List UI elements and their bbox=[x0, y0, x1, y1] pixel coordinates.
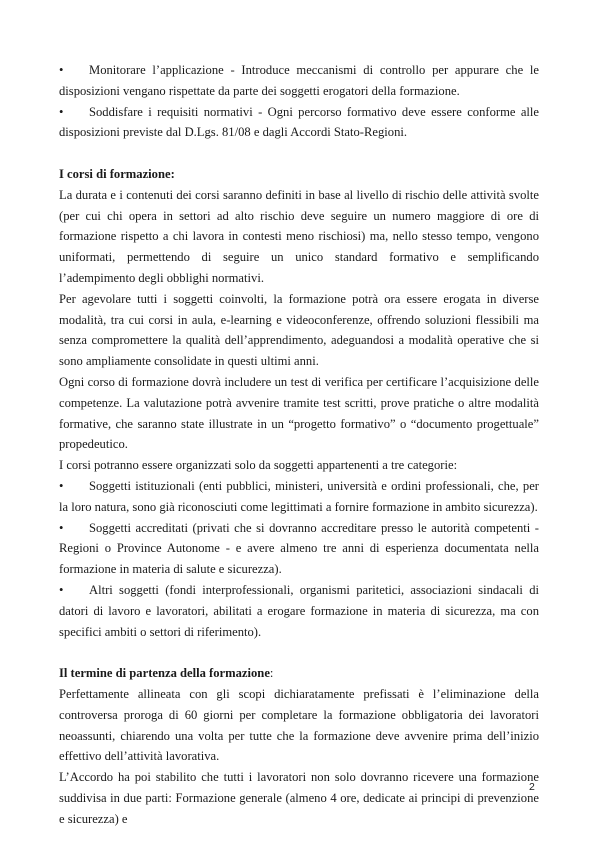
list-item bbox=[59, 476, 539, 518]
paragraph: Per agevolare tutti i soggetti coinvolti, la formazione potrà ora essere erogata in diverse modalità, tra cui corsi in aula, e-learning e videoconferenze, offrendo soluzioni flessibili ma senza compromettere la qualità dell’apprendimento, adeguandosi a modalità operative che si sono ampliamente consolidate in questi ultimi anni. bbox=[59, 291, 539, 369]
section-heading-courses: I corsi di formazione: bbox=[59, 166, 175, 181]
list-item bbox=[59, 102, 539, 144]
list-item bbox=[59, 580, 539, 642]
bullet-marker: • bbox=[59, 520, 64, 535]
section-heading-suffix: : bbox=[269, 666, 274, 681]
section-heading-start bbox=[59, 663, 539, 684]
section-spacer bbox=[59, 143, 539, 164]
list-item-text: Soggetti accreditati (privati che si dovranno accreditare presso le autorità competenti - Regioni o Province Autonome - e avere almeno tre anni di esperienza documentata nella formazione in materia di salute e sicurezza). bbox=[59, 520, 539, 577]
list-item bbox=[59, 60, 539, 102]
list-item bbox=[59, 518, 539, 580]
list-item-text: Altri soggetti (fondi interprofessionali, organismi paritetici, associazioni sindacali di datori di lavoro e lavoratori, abilitati a erogare formazione in materia di sicurezza, ma con specifici ambiti o settori di riferimento). bbox=[59, 582, 539, 639]
list-item-text: Soddisfare i requisiti normativi - Ogni percorso formativo deve essere conforme alle disposizioni previste dal D.Lgs. 81/08 e dagli Accordi Stato-Regioni. bbox=[59, 104, 539, 140]
paragraph: Perfettamente allineata con gli scopi dichiaratamente prefissati è l’eliminazione della controversa proroga di 60 giorni per completare la formazione obbligatoria dei lavoratori neoassunti, chiarendo una volta per tutte che la formazione deve avvenire prima dell’inizio effettivo dell’attività lavorativa. bbox=[59, 686, 539, 764]
list-item-text: Monitorare l’applicazione - Introduce meccanismi di controllo per appurare che le disposizioni vengano rispettate da parte dei soggetti erogatori della formazione. bbox=[59, 63, 539, 98]
paragraph: L’Accordo ha poi stabilito che tutti i lavoratori non solo dovranno ricevere una formazione suddivisa in due parti: Formazione generale (almeno 4 ore, dedicate ai principi di prevenzione e sicurezza) e bbox=[59, 770, 539, 826]
paragraph: La durata e i contenuti dei corsi saranno definiti in base al livello di rischio delle attività svolte (per cui chi opera in settori ad alto rischio deve seguire un numero maggiore di ore di formazione rispetto a chi lavora in contesti meno rischiosi) ma, nello stesso tempo, vengono uniformati, permettendo di seguire un unico standard formativo e semplificando l’adempimento degli obblighi normativi. bbox=[59, 187, 539, 285]
page-number: 2 bbox=[529, 781, 535, 793]
document-page bbox=[59, 60, 539, 829]
paragraph: I corsi potranno essere organizzati solo da soggetti appartenenti a tre categorie: bbox=[59, 458, 458, 473]
bullet-marker: • bbox=[59, 478, 64, 493]
bullet-marker: • bbox=[59, 104, 64, 119]
section-heading-text: Il termine di partenza della formazione bbox=[59, 666, 270, 681]
paragraph: Ogni corso di formazione dovrà includere un test di verifica per certificare l’acquisizione delle competenze. La valutazione potrà avvenire tramite test scritti, prove pratiche o altre modalità formative, che saranno state illustrate in un “progetto formativo” o “documento progettuale” propedeutico. bbox=[59, 374, 539, 452]
bullet-marker: • bbox=[59, 582, 64, 597]
section-spacer bbox=[59, 642, 539, 663]
bullet-marker: • bbox=[59, 63, 64, 77]
list-item-text: Soggetti istituzionali (enti pubblici, ministeri, università e ordini professionali, che, per la loro natura, sono già riconosciuti come legittimati a fornire formazione in ambito sicurezza). bbox=[59, 478, 539, 514]
